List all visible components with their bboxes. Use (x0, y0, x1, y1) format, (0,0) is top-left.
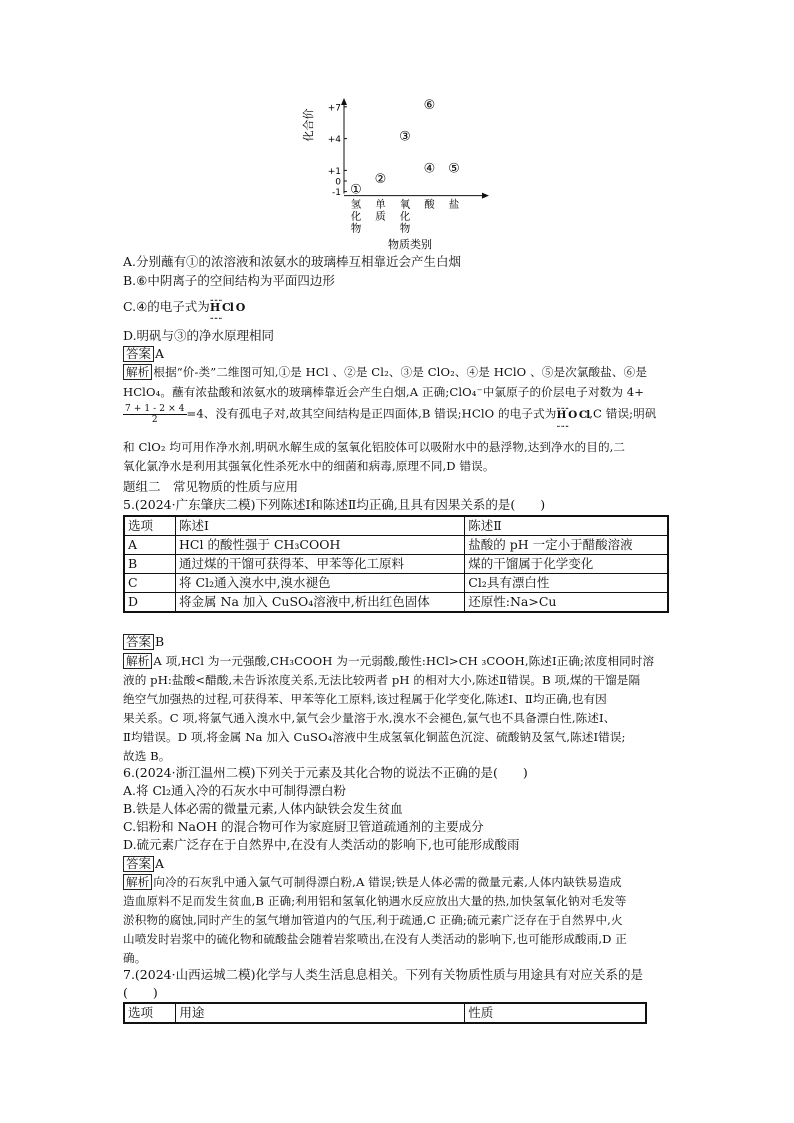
q5-answer (123, 633, 164, 650)
q4-option-b[interactable]: B.⑥中阴离子的空间结构为平面四边形 (123, 273, 335, 288)
q7-stem[interactable]: 7.(2024·山西运城二模)化学与人类生活息息相关。下列有关物质性质与用途具有对应关系的是 (123, 967, 643, 982)
x-category-label: 氧化物 (399, 198, 411, 235)
data-point-label: ⑤ (448, 161, 460, 177)
q6-explanation-line (123, 893, 626, 910)
explanation-text: 山喷发时岩浆中的硫化物和硫酸盐会随着岩浆喷出,在没有人类活动的影响下,也可能形成酸雨,D 正 (123, 932, 627, 946)
table-cell: 性质 (465, 1003, 646, 1023)
fraction: $\frac{7 + 1 - 2 \times 4}{2}$ (125, 404, 185, 425)
q6-explanation-line (123, 874, 622, 891)
x-category-label: 单质 (375, 198, 386, 223)
y-tick-label: +1 (327, 166, 341, 177)
q4-explanation-line-1 (123, 364, 647, 381)
q6-option-c[interactable]: C.铝粉和 NaOH 的混合物可作为家庭厨卫管道疏通剂的主要成分 (123, 819, 484, 834)
data-point-label: ② (374, 172, 387, 187)
data-points (350, 98, 460, 198)
table-cell: Cl₂具有漂白性 (465, 574, 668, 593)
y-tick-label: 0 (335, 177, 341, 188)
q4-option-c-formula: ·· ·· ·· H Cl O ·· ·· ·· (210, 301, 245, 314)
explanation-text: 造血原料不足而发生贫血,B 正确;利用铝和氢氧化钠遇水反应放出大量的热,加快氢氧化钠对毛发等 (123, 894, 627, 908)
answer-tag: 答案 (123, 634, 154, 650)
y-tick-label: +4 (327, 135, 341, 146)
table-cell: 选项 (124, 516, 176, 536)
q6-option-b[interactable]: B.铁是人体必需的微量元素,人体内缺铁会发生贫血 (123, 801, 403, 816)
q5-explanation-line (123, 672, 640, 689)
q6-explanation-line (123, 950, 146, 967)
q6-explanation-line (123, 931, 627, 948)
q6-option-a[interactable]: A.将 Cl₂通入冷的石灰水中可制得漂白粉 (123, 783, 347, 798)
table-cell: 陈述Ⅰ (176, 516, 465, 536)
y-axis-label: 化合价 (302, 108, 315, 142)
answer-value: B (155, 634, 165, 649)
explanation-text: 果关系。C 项,将氯气通入溴水中,氯气会少量溶于水,溴水不会褪色,氯气也不具备漂白性,陈述Ⅰ、 (123, 711, 616, 725)
table-row (124, 555, 668, 574)
x-category-label: 盐 (448, 198, 460, 211)
q4-answer (123, 345, 164, 362)
explanation-text: 根据“价-类”二维图可知,①是 HCl 、②是 Cl₂、③是 ClO₂、④是 HClO 、⑤是次氯酸盐、⑥是 (153, 365, 648, 379)
valence-class-chart (300, 95, 500, 255)
table-cell: 煤的干馏属于化学变化 (465, 555, 668, 574)
x-axis-label: 物质类别 (388, 238, 432, 251)
x-axis-arrow (482, 193, 489, 199)
x-categories (351, 198, 460, 235)
table-row (124, 516, 668, 536)
answer-tag: 答案 (123, 856, 154, 872)
q6-option-d[interactable]: D.硫元素广泛存在于自然界中,在没有人类活动的影响下,也可能形成酸雨 (123, 837, 520, 852)
explanation-text: =4、没有孤电子对,故其空间结构是正四面体,B 错误;HClO 的电子式为 (186, 406, 557, 421)
axes (341, 98, 489, 199)
table-cell: 通过煤的干馏可获得苯、甲苯等化工原料 (176, 555, 465, 574)
table-cell: 还原性:Na>Cu (465, 593, 668, 613)
q4-explanation-line-5: 氧化氯净水是利用其强氧化性杀死水中的细菌和病毒,原理不同,D 错误。 (123, 459, 495, 473)
explanation-text: 故选 B。 (123, 749, 171, 763)
q5-explanation-line (123, 748, 171, 765)
q5-explanation-line (123, 691, 607, 708)
x-category-label: 酸 (424, 198, 435, 211)
data-point-label: ④ (423, 161, 436, 177)
y-axis-arrow (341, 98, 347, 105)
table-row (124, 1003, 646, 1023)
group-heading: 题组二 常见物质的性质与应用 (123, 479, 299, 494)
table-cell: C (124, 574, 176, 593)
q4-option-d[interactable]: D.明矾与③的净水原理相同 (123, 328, 275, 343)
data-point-label: ③ (399, 129, 411, 145)
explanation-tag: 解析 (123, 653, 152, 669)
table-cell: D (124, 593, 176, 613)
explanation-text: 确。 (123, 951, 147, 965)
q5-explanation-line (123, 653, 654, 670)
explanation-tag: 解析 (123, 364, 152, 380)
q7-table (123, 1002, 647, 1024)
table-cell: 选项 (124, 1003, 176, 1023)
table-cell: 用途 (176, 1003, 465, 1023)
q5-table (123, 515, 669, 613)
table-cell: 将金属 Na 加入 CuSO₄溶液中,析出红色固体 (176, 593, 465, 613)
table-row (124, 574, 668, 593)
explanation-text: 向冷的石灰乳中通入氯气可制得漂白粉,A 错误;铁是人体必需的微量元素,人体内缺铁易造成 (153, 875, 622, 889)
q4-option-c[interactable] (123, 298, 244, 316)
explanation-text: Ⅱ均错误。D 项,将金属 Na 加入 CuSO₄溶液中生成氢氧化铜蓝色沉淀、硫酸钠及氢气,陈述Ⅰ错误; (123, 730, 626, 744)
explanation-text: ,C 错误;明矾 (589, 406, 657, 421)
data-point-label: ⑥ (423, 97, 436, 113)
explanation-text: 绝空气加强热的过程,可获得苯、甲苯等化工原料,该过程属于化学变化,陈述Ⅰ、Ⅱ均正确,也有因 (123, 692, 607, 706)
q6-explanation-line (123, 912, 623, 929)
answer-value: A (155, 856, 165, 871)
explanation-text: A 项,HCl 为一元强酸,CH₃COOH 为一元弱酸,酸性:HCl>CH ₃COOH,陈述Ⅰ正确;浓度相同时溶 (153, 654, 655, 668)
q5-stem[interactable]: 5.(2024·广东肇庆二模)下列陈述Ⅰ和陈述Ⅱ均正确,且具有因果关系的是( ) (123, 497, 546, 512)
table-row (124, 536, 668, 555)
data-point-label: ① (350, 182, 362, 198)
y-tick-label: +7 (327, 103, 341, 114)
q4-option-c-text: C.④的电子式为 (123, 299, 210, 314)
table-row (124, 593, 668, 613)
q4-option-a[interactable]: A.分别蘸有①的浓溶液和浓氨水的玻璃棒互相靠近会产生白烟 (123, 254, 462, 269)
q6-answer (123, 855, 164, 872)
q4-explanation-line-4: 和 ClO₂ 均可用作净水剂,明矾水解生成的氢氧化铝胶体可以吸附水中的悬浮物,达到净水的目的,二 (123, 440, 626, 454)
table-cell: B (124, 555, 176, 574)
explanation-text: 液的 pH:盐酸<醋酸,未告诉浓度关系,无法比较两者 pH 的相对大小,陈述Ⅱ错误。B 项,煤的干馏是隔 (123, 673, 641, 687)
answer-value: A (155, 346, 165, 361)
q5-explanation-line (123, 710, 615, 727)
answer-tag: 答案 (123, 346, 154, 362)
y-tick-label: -1 (332, 188, 341, 199)
q6-stem[interactable]: 6.(2024·浙江温州二模)下列关于元素及其化合物的说法不正确的是( ) (123, 765, 528, 780)
q4-explanation-line-3 (123, 404, 657, 425)
q4-explanation-line-2: HClO₄。蘸有浓盐酸和浓氨水的玻璃棒靠近会产生白烟,A 正确;ClO₄⁻中氯原子的价层电子对数为 4+ (123, 385, 645, 399)
table-cell: A (124, 536, 176, 555)
x-category-label: 氢化物 (350, 198, 362, 235)
table-cell: 将 Cl₂通入溴水中,溴水褪色 (176, 574, 465, 593)
q7-paren: ( ) (123, 985, 158, 1000)
hclo-electron-formula: ·· ·· ·· H O Cl ·· ·· ·· (557, 409, 590, 421)
q5-explanation-line (123, 729, 626, 746)
table-cell: 盐酸的 pH 一定小于醋酸溶液 (465, 536, 668, 555)
table-cell: 陈述Ⅱ (465, 516, 668, 536)
table-cell: HCl 的酸性强于 CH₃COOH (176, 536, 465, 555)
explanation-tag: 解析 (123, 874, 152, 890)
explanation-text: 淤积物的腐蚀,同时产生的氢气增加管道内的气压,利于疏通,C 正确;硫元素广泛存在于自然界中,火 (123, 913, 623, 927)
